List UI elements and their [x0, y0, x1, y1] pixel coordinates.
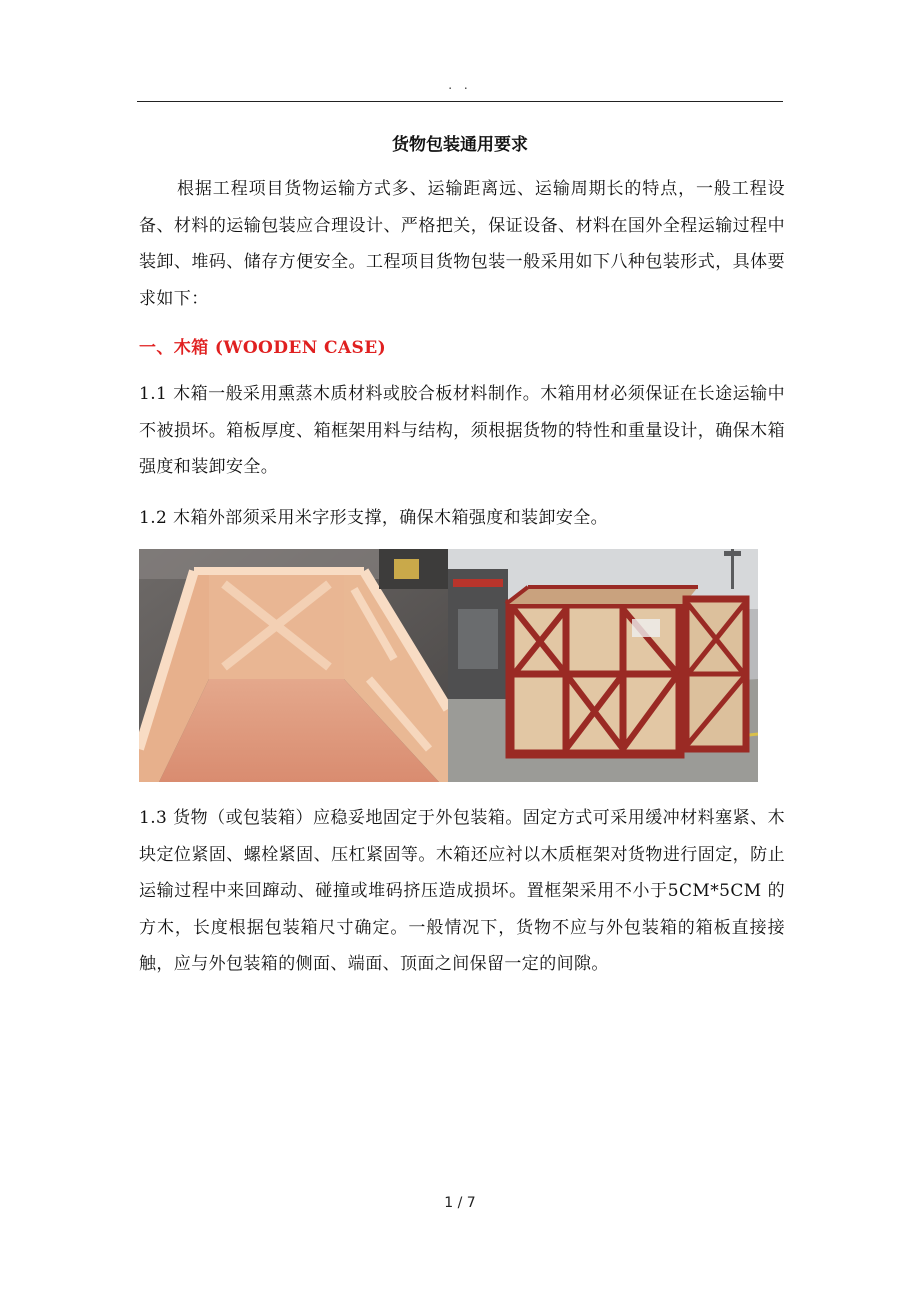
open-wooden-case-photo — [139, 549, 448, 782]
framed-wooden-crates-photo — [448, 549, 758, 782]
paragraph-1-3: 1.3 货物（或包装箱）应稳妥地固定于外包装箱。固定方式可采用缓冲材料塞紧、木块定位紧固、螺栓紧固、压杠紧固等。木箱还应衬以木质框架对货物进行固定，防止运输过程中来回蹿动、碰撞或堆码挤压造成损坏。置框架采用不小于5CM*5CM 的方木，长度根据包装箱尺寸确定。一般情况下，货物不应与外包装箱的箱板直接接触，应与外包装箱的侧面、端面、顶面之间保留一定的间隙。 — [139, 808, 785, 974]
header-mark: . . — [448, 78, 472, 92]
document-title: 货物包装通用要求 — [392, 135, 528, 155]
page-number: 1 / 7 — [444, 1195, 476, 1211]
intro-paragraph: 根据工程项目货物运输方式多、运输距离远、运输周期长的特点，一般工程设备、材料的运输包装应合理设计、严格把关，保证设备、材料在国外全程运输过程中装卸、堆码、储存方便安全。工程项目货物包装一般采用如下八种包装形式，具体要求如下： — [139, 179, 785, 309]
header-rule — [137, 101, 783, 102]
section-heading-wooden-case: 一、木箱 (WOODEN CASE) — [139, 338, 387, 358]
paragraph-1-2: 1.2 木箱外部须采用米字形支撑，确保木箱强度和装卸安全。 — [139, 508, 609, 528]
paragraph-1-1: 1.1 木箱一般采用熏蒸木质材料或胶合板材料制作。木箱用材必须保证在长途运输中不被损坏。箱板厚度、箱框架用料与结构，须根据货物的特性和重量设计，确保木箱强度和装卸安全。 — [139, 384, 785, 477]
